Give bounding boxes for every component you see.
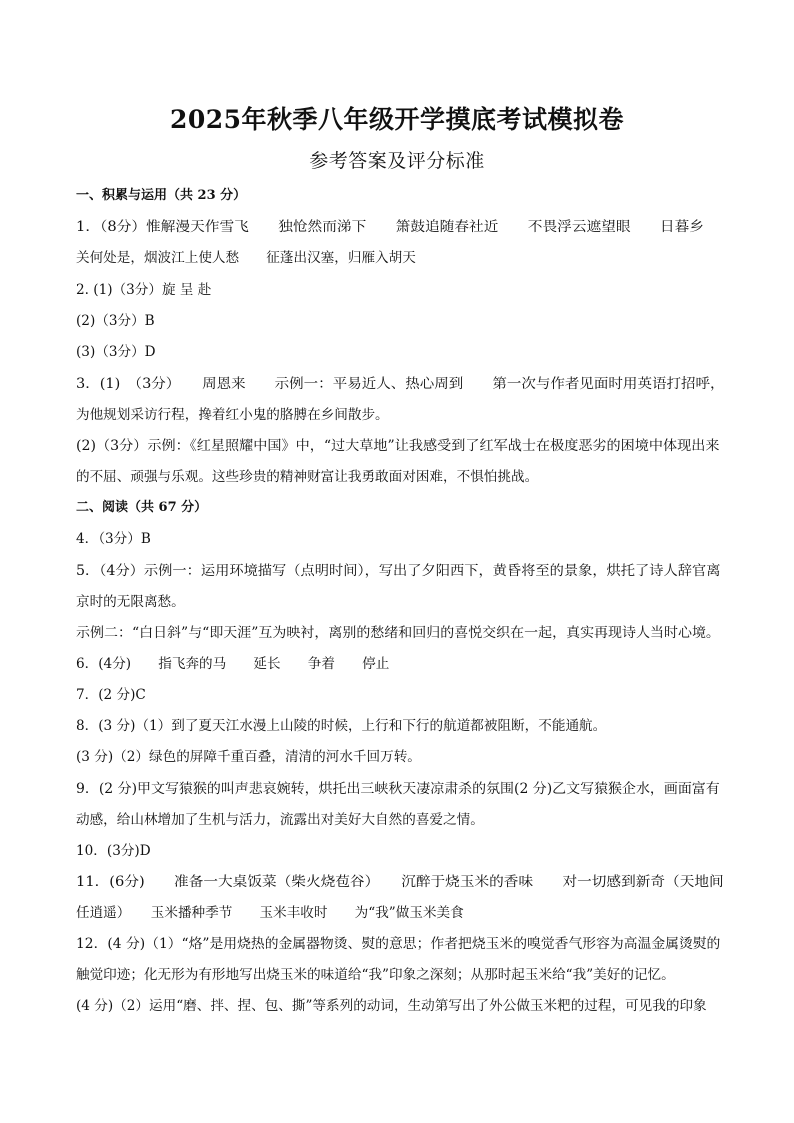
answer-line: 为他规划采访行程，搀着红小鬼的胳膊在乡间散步。	[76, 407, 389, 423]
answer-line: 4．（3分）B	[76, 531, 151, 547]
answer-line: 关何处是，烟波江上使人愁 征蓬出汉塞，归雁入胡天	[76, 250, 416, 266]
answer-line: 2. (1)（3分）旋 呈 赴	[76, 282, 212, 298]
answer-line: 动感，给山林增加了生机与活力，流露出对美好大自然的喜爱之情。	[76, 812, 484, 828]
answer-line: (2)（3分）示例：《红星照耀中国》中，“过大草地”让我感受到了红军战士在极度恶劣的困境中体现出来	[76, 438, 720, 454]
answer-line: 10．(3分)D	[76, 843, 151, 859]
answer-line: 12．(4 分)（1）“烙”是用烧热的金属器物烫、熨的意思；作者把烧玉米的嗅觉香气形容为高温金属烫熨的	[76, 936, 721, 952]
answer-line: (4 分)（2）运用“磨、拌、捏、包、撕”等系列的动词，生动第写出了外公做玉米粑的过程，可见我的印象	[76, 998, 707, 1014]
answer-line: 5．（4分）示例一：运用环境描写（点明时间），写出了夕阳西下，黄昏将至的景象，烘托了诗人辞官离	[76, 563, 721, 579]
section-heading: 二、阅读（共 67 分）	[76, 500, 208, 515]
answer-line: 任逍遥） 玉米播种季节 玉米丰收时 为“我”做玉米美食	[76, 905, 464, 921]
document-title: 2025年秋季八年级开学摸底考试模拟卷	[169, 105, 625, 134]
answer-line: (2)（3分）B	[76, 313, 155, 329]
answer-line: 的不屈、顽强与乐观。这些珍贵的精神财富让我勇敢面对困难，不惧怕挑战。	[76, 469, 539, 485]
answer-line: 6．(4分) 指飞奔的马 延长 争着 停止	[76, 656, 390, 672]
section-heading: 一、积累与运用（共 23 分）	[76, 188, 247, 203]
answer-line: 9．(2 分)甲文写猿猴的叫声悲哀婉转，烘托出三峡秋天凄凉肃杀的氛围(2 分)乙文写猿猴企水，画面富有	[76, 781, 720, 797]
answer-line: 1．（8分）惟解漫天作雪飞 独怆然而涕下 箫鼓追随春社近 不畏浮云遮望眼 日暮乡	[76, 219, 704, 235]
answer-line: (3 分)（2）绿色的屏障千重百叠，清清的河水千回万转。	[76, 749, 421, 765]
answer-line: (3)（3分）D	[76, 344, 156, 360]
answer-line: 触觉印迹；化无形为有形地写出烧玉米的味道给“我”印象之深刻；从那时起玉米给“我”美好的记忆。	[76, 967, 675, 983]
answer-line: 京时的无限离愁。	[76, 594, 185, 610]
answer-line: 示例二：“白日斜”与“即天涯”互为映衬，离别的愁绪和回归的喜悦交织在一起，真实再现诗人当时心境。	[76, 625, 720, 641]
answer-line: 11．(6分) 准备一大桌饭菜（柴火烧苞谷） 沉醉于烧玉米的香味 对一切感到新奇（天地间	[76, 874, 724, 890]
answer-line: 3．(1) （3分） 周恩来 示例一：平易近人、热心周到 第一次与作者见面时用英语打招呼，	[76, 376, 725, 392]
answer-line: 7．(2 分)C	[76, 687, 146, 703]
document-subtitle: 参考答案及评分标准	[309, 150, 485, 172]
answer-line: 8．(3 分)（1）到了夏天江水漫上山陵的时候，上行和下行的航道都被阻断，不能通航。	[76, 718, 607, 734]
